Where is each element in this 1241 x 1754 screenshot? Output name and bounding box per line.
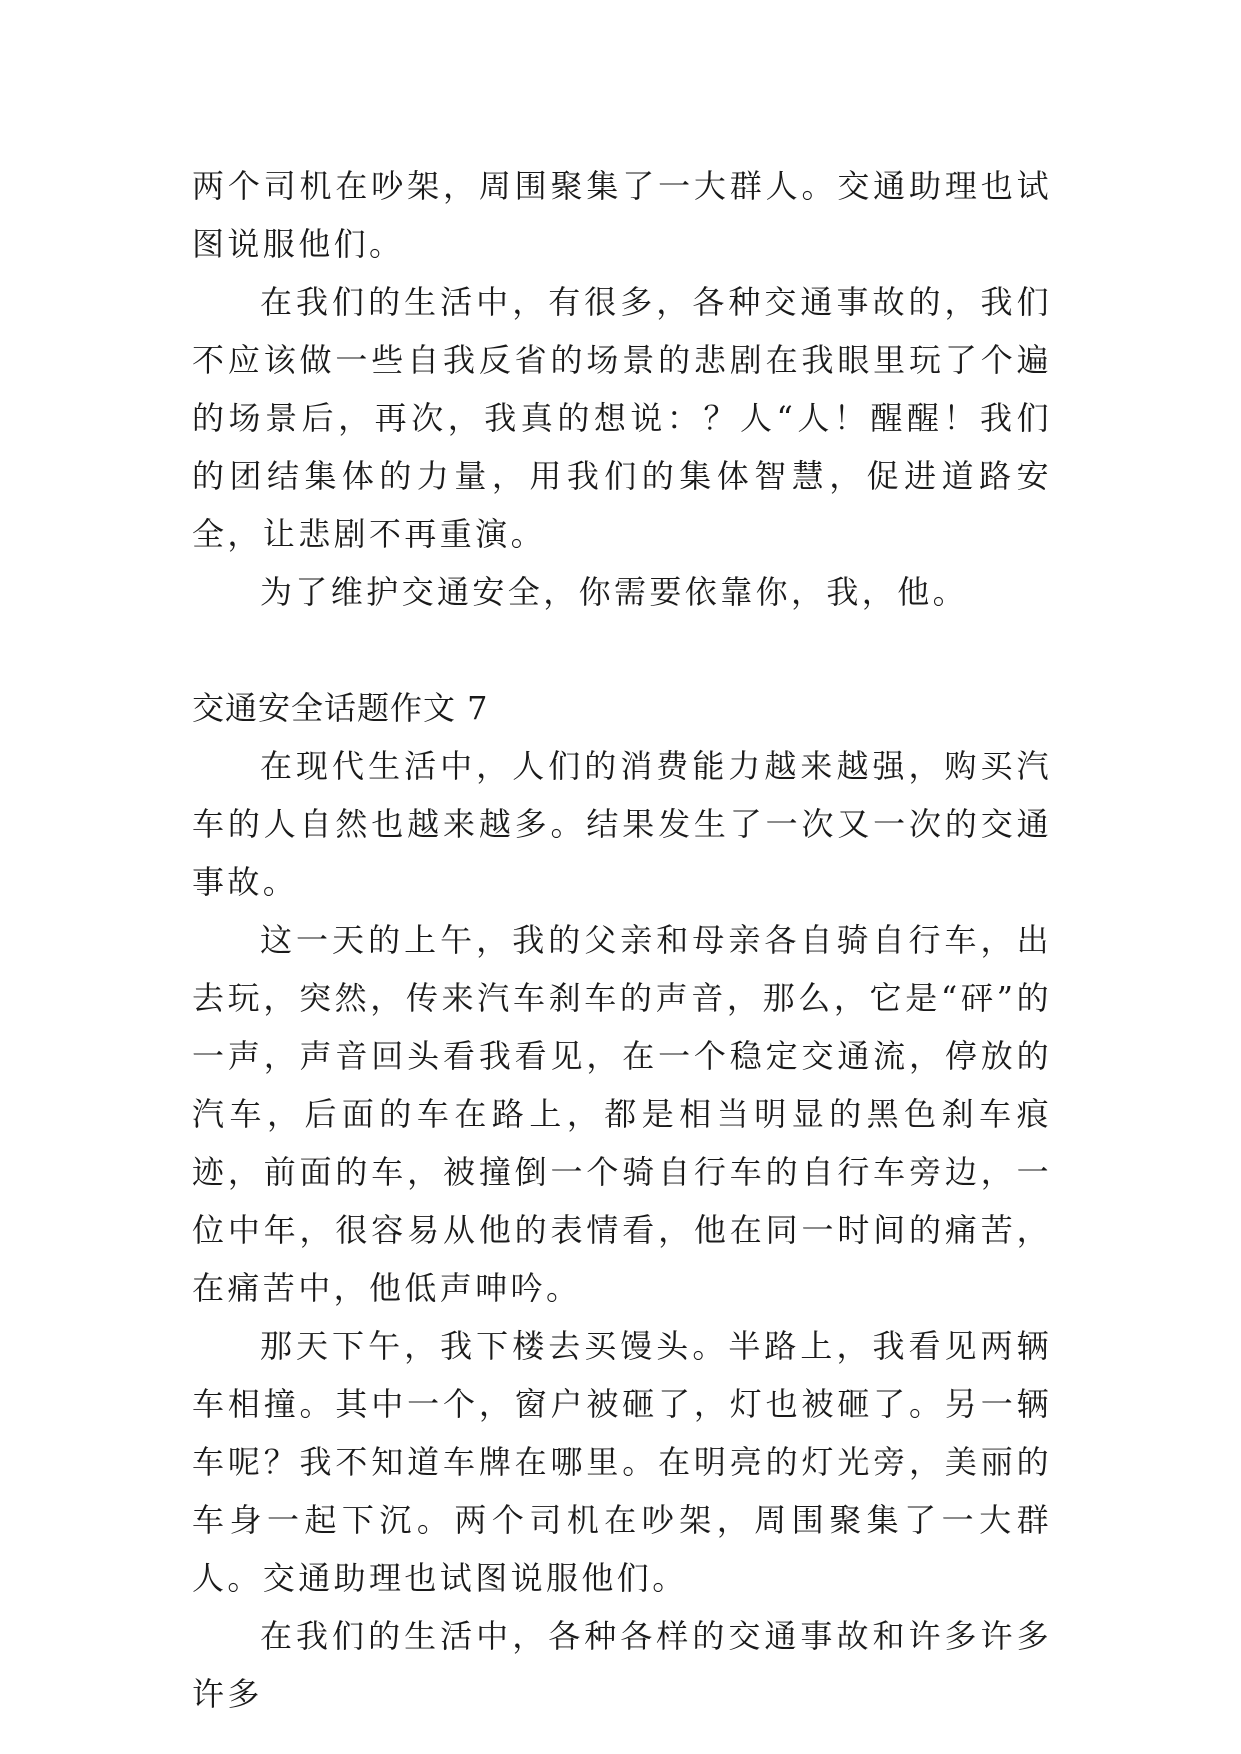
- paragraph: 那天下午，我下楼去买馒头。半路上，我看见两辆车相撞。其中一个，窗户被砸了，灯也被砸了。另一辆车呢？我不知道车牌在哪里。在明亮的灯光旁，美丽的车身一起下沉。两个司机在吵架，周围聚集了一大群人。交通助理也试图说服他们。: [192, 1327, 1052, 1597]
- paragraph: 在现代生活中，人们的消费能力越来越强，购买汽车的人自然也越来越多。结果发生了一次又一次的交通事故。: [192, 747, 1052, 901]
- section-spacer: [192, 621, 1052, 679]
- document-body: [192, 157, 1052, 1723]
- paragraph: 这一天的上午，我的父亲和母亲各自骑自行车，出去玩，突然，传来汽车刹车的声音，那么，它是“砰”的一声，声音回头看我看见，在一个稳定交通流，停放的汽车，后面的车在路上，都是相当明显的黑色刹车痕迹，前面的车，被撞倒一个骑自行车的自行车旁边，一位中年，很容易从他的表情看，他在同一时间的痛苦，在痛苦中，他低声呻吟。: [192, 921, 1052, 1307]
- paragraph-continued: 两个司机在吵架，周围聚集了一大群人。交通助理也试图说服他们。: [192, 167, 1052, 263]
- paragraph: 为了维护交通安全，你需要依靠你，我，他。: [260, 573, 969, 611]
- paragraph-truncated: 在我们的生活中，各种各样的交通事故和许多许多许多: [192, 1617, 1052, 1713]
- paragraph: 在我们的生活中，有很多，各种交通事故的，我们不应该做一些自我反省的场景的悲剧在我眼里玩了个遍的场景后，再次，我真的想说：？人“人！醒醒！我们的团结集体的力量，用我们的集体智慧，促进道路安全，让悲剧不再重演。: [192, 283, 1052, 553]
- section-title: 交通安全话题作文 7: [192, 689, 489, 727]
